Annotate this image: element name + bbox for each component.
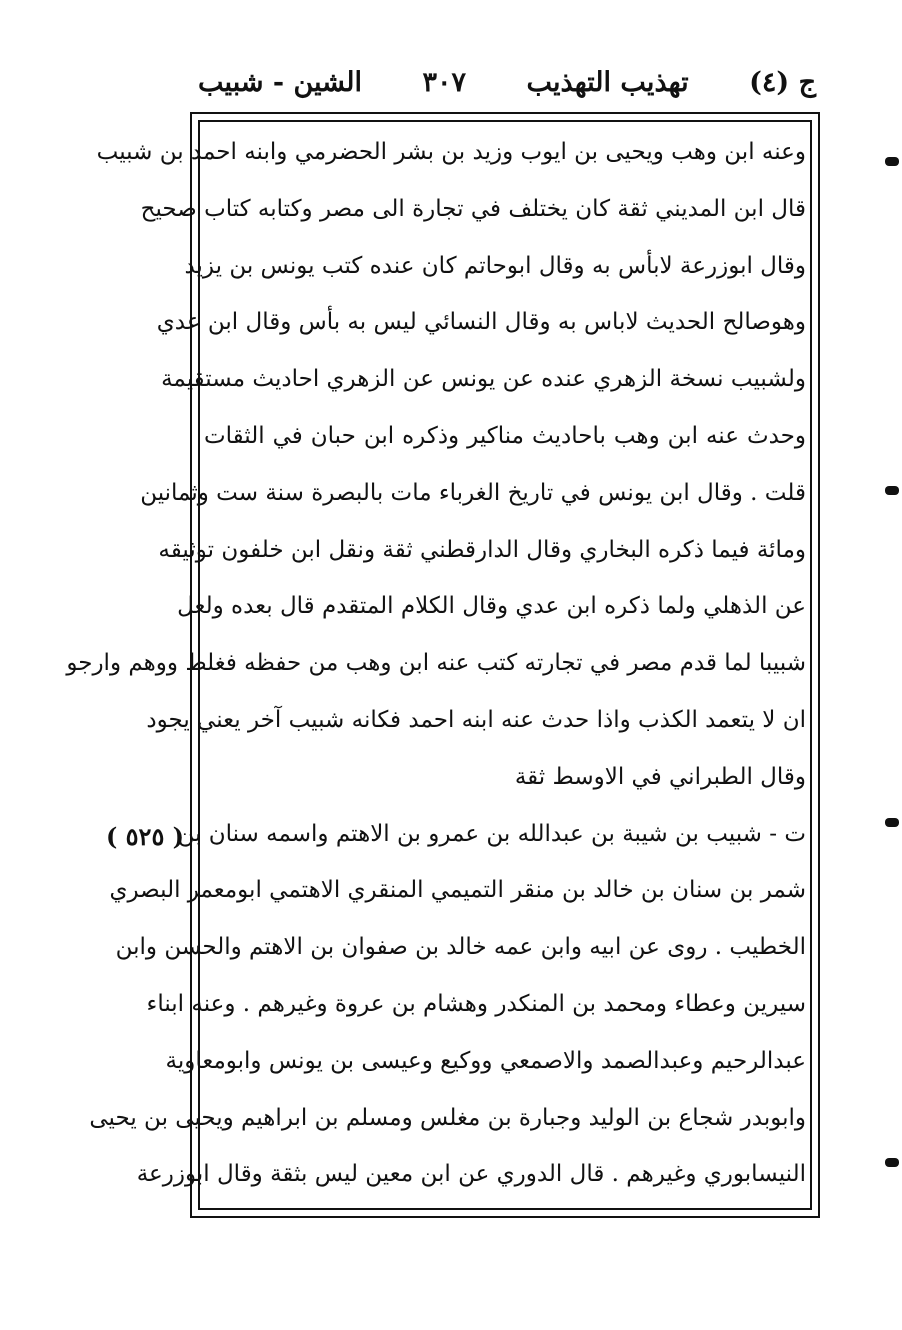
entry-number: ( ٥٢٥ ) xyxy=(105,822,185,851)
header-page-number: ٣٠٧ xyxy=(422,66,466,98)
text-line: الخطيب . روى عن ابيه وابن عمه خالد بن صفوان بن الاهتم والحسن وابن xyxy=(115,934,806,961)
text-line: وقال ابوزرعة لابأس به وقال ابوحاتم كان عنده كتب يونس بن يزيد xyxy=(184,252,806,279)
text-line: وهوصالح الحديث لاباس به وقال النسائي ليس به بأس وقال ابن عدي xyxy=(156,309,806,336)
text-line: وقال الطبراني في الاوسط ثقة xyxy=(514,763,806,790)
text-line: قلت . وقال ابن يونس في تاريخ الغرباء مات بالبصرة سنة ست وثمانين xyxy=(140,479,806,506)
text-line: عن الذهلي ولما ذكره ابن عدي وقال الكلام المتقدم قال بعده ولعل xyxy=(177,593,806,620)
text-line: سيرين وعطاء ومحمد بن المنكدر وهشام بن عروة وغيرهم . وعنه ابناء xyxy=(146,990,806,1017)
text-line: وحدث عنه ابن وهب باحاديث مناكير وذكره ابن حبان في الثقات xyxy=(204,422,806,449)
text-line: وابوبدر شجاع بن الوليد وجبارة بن مغلس ومسلم بن ابراهيم ويحيى بن يحيى xyxy=(89,1104,806,1131)
margin-marker xyxy=(885,157,899,166)
text-line: شبيبا لما قدم مصر في تجارته كتب عنه ابن وهب من حفظه فغلط ووهم وارجو xyxy=(66,650,806,677)
margin-marker xyxy=(885,818,899,827)
text-line: قال ابن المديني ثقة كان يختلف في تجارة الى مصر وكتابه كتاب صحيح xyxy=(140,195,806,222)
text-line: النيسابوري وغيرهم . قال الدوري عن ابن معين ليس بثقة وقال ابوزرعة xyxy=(136,1161,806,1188)
header-section: الشين - شبيب xyxy=(198,66,362,98)
entry-heading-line: ت - شبيب بن شيبة بن عبدالله بن عمرو بن الاهتم واسمه سنان بن xyxy=(177,820,806,847)
text-line: عبدالرحيم وعبدالصمد والاصمعي ووكيع وعيسى بن يونس وابومعاوية xyxy=(165,1047,806,1074)
running-header xyxy=(198,58,816,106)
text-line: ومائة فيما ذكره البخاري وقال الدارقطني ثقة ونقل ابن خلفون توثيقه xyxy=(158,536,806,563)
text-line: ولشبيب نسخة الزهري عنده عن يونس عن الزهري احاديث مستقيمة xyxy=(161,366,806,393)
margin-marker xyxy=(885,1158,899,1167)
text-line: ان لا يتعمد الكذب واذا حدث عنه ابنه احمد فكانه شبيب آخر يعني يجود xyxy=(146,706,806,733)
text-line: وعنه ابن وهب ويحيى بن ايوب وزيد بن بشر الحضرمي وابنه احمد بن شبيب xyxy=(96,139,806,165)
header-book-title: تهذيب التهذيب xyxy=(526,66,689,98)
header-chapter: ج (٤) xyxy=(749,66,816,98)
margin-marker xyxy=(885,486,899,495)
text-line: شمر بن سنان بن خالد بن منقر التميمي المنقري الاهتمي ابومعمر البصري xyxy=(109,877,806,904)
